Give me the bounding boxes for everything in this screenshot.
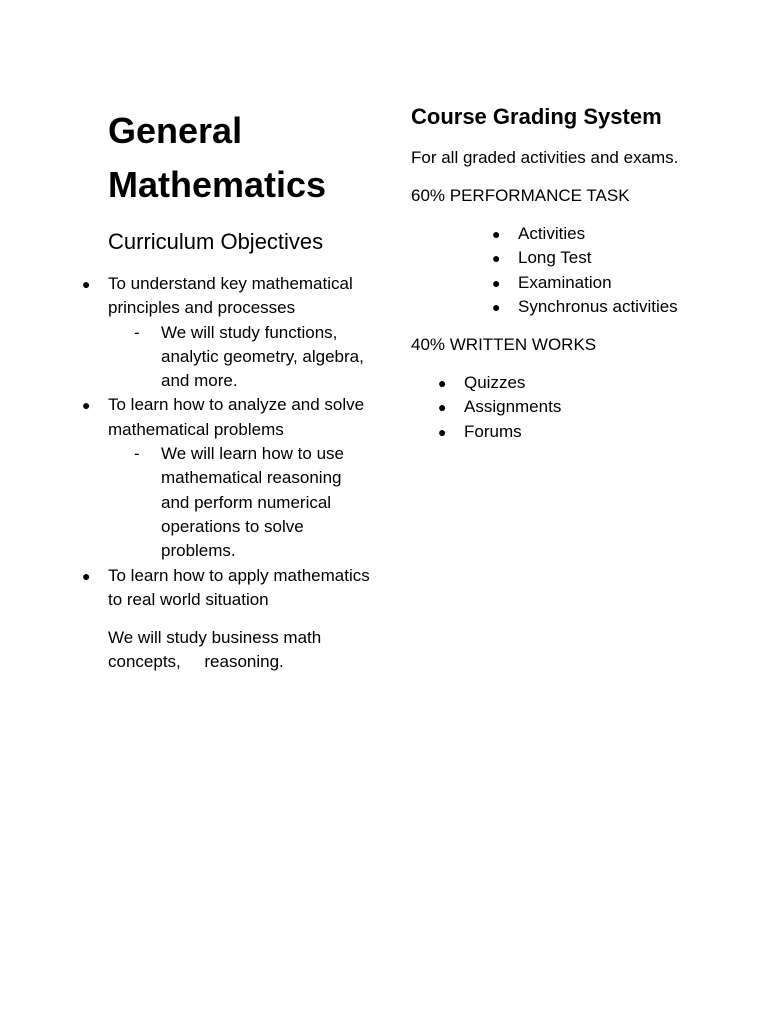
objective-text: To learn how to analyze and solve mathematical problems: [108, 395, 365, 439]
document-title: [108, 104, 370, 212]
closing-paragraph: We will study business math concepts, reasoning.: [108, 628, 322, 672]
performance-item: [492, 246, 711, 270]
performance-item: [492, 271, 711, 295]
title-line-1: General: [108, 110, 243, 151]
written-item: [438, 395, 711, 419]
written-item-label: Forums: [464, 421, 522, 441]
written-item-label: Assignments: [464, 397, 562, 417]
performance-item-label: Examination: [518, 272, 612, 292]
bullet-dot-icon: ●: [438, 375, 447, 392]
objective-bullet-list: [82, 272, 370, 321]
performance-item-label: Synchronus activities: [518, 296, 678, 316]
performance-item: [492, 295, 711, 319]
bullet-dot-icon: ●: [82, 567, 91, 584]
performance-task-list: [492, 222, 711, 319]
bullet-dot-icon: ●: [492, 274, 501, 291]
objective-bullet-list: [82, 393, 370, 442]
objectives-list: [82, 272, 370, 612]
written-item-label: Quizzes: [464, 373, 526, 393]
objective-text: We will study functions, analytic geometry, algebra, and more.: [161, 322, 364, 391]
bullet-dot-icon: ●: [438, 423, 447, 440]
grading-intro: For all graded activities and exams.: [411, 148, 679, 167]
bullet-dot-icon: ●: [438, 399, 447, 416]
objective-text: To understand key mathematical principles and processes: [108, 274, 353, 318]
dash-marker-icon: -: [134, 444, 140, 464]
written-works-list: [438, 371, 711, 444]
bullet-dot-icon: ●: [492, 226, 501, 242]
objective-text: We will learn how to use mathematical reasoning and perform numerical operations to solve problems.: [161, 444, 344, 561]
right-column: [411, 102, 711, 444]
performance-item-label: Long Test: [518, 248, 592, 268]
objective-bullet-list: [82, 564, 370, 613]
bullet-dot-icon: ●: [492, 250, 501, 267]
bullet-dot-icon: ●: [82, 276, 91, 292]
bullet-dot-icon: ●: [82, 397, 91, 414]
objective-dash-item: [134, 442, 370, 563]
objective-bullet-item: [82, 393, 370, 442]
dash-marker-icon: -: [134, 322, 140, 342]
performance-item-label: Activities: [518, 224, 586, 243]
objective-dash-item: [134, 321, 370, 394]
curriculum-objectives-heading: Curriculum Objectives: [108, 229, 324, 254]
objective-bullet-item: [82, 564, 370, 613]
performance-item: [492, 222, 711, 246]
bullet-dot-icon: ●: [492, 298, 501, 315]
performance-task-label: 60% PERFORMANCE TASK: [411, 186, 630, 205]
grading-system-heading: Course Grading System: [411, 104, 662, 129]
objective-text: To learn how to apply mathematics to real world situation: [108, 565, 370, 609]
written-works-label: 40% WRITTEN WORKS: [411, 335, 597, 355]
title-line-2: Mathematics: [108, 164, 327, 205]
written-item: [438, 420, 711, 444]
objective-bullet-item: [82, 272, 370, 321]
left-column: [82, 104, 370, 674]
written-item: [438, 371, 711, 395]
